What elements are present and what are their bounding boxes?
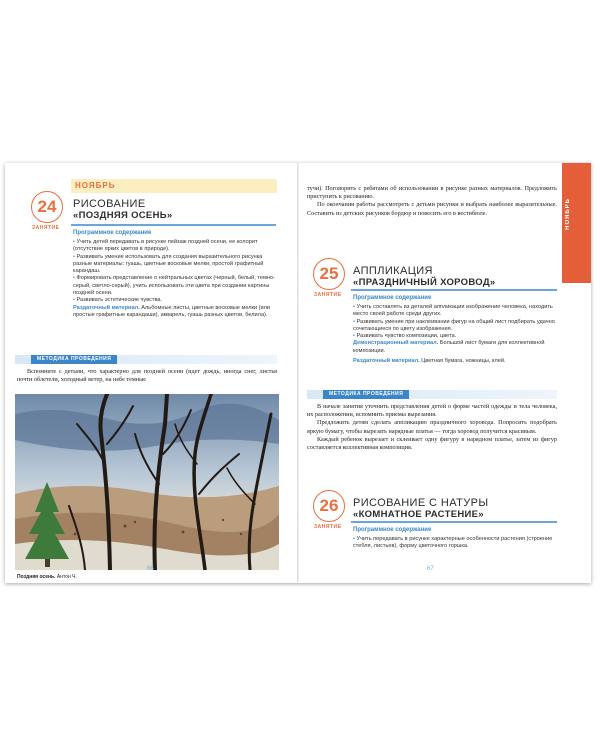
left-page <box>5 163 297 583</box>
lesson-number: 25 <box>313 258 345 290</box>
program-list <box>73 239 277 319</box>
demo-material-line: Демонстрационный материал. Большой лист бумаги для коллективной композиции. <box>353 340 545 354</box>
program-item: • Развивать эстетические чувства. <box>73 297 163 304</box>
page-number: 66 <box>147 566 154 572</box>
program-item: • Учить детей передавать в рисунке пейзаж поздней осени, ее колорит (отсутствие ярких цветов в природе). <box>73 239 258 253</box>
body-text: В начале занятия уточнить представления детей о форме частей одежды и тела человека, их расположении, вспомнить приемы вырезания. Предложить детям сделать аппликацию праздничного хоровода. Попросить подобрать яркую бумагу, чтобы вырезать нарядные платья — тогда хоровод получится красивым. Каждый ребенок вырезает и склеивает одну фигуру в нарядном платье, затем из фигур составляется коллективная композиция. <box>307 403 557 452</box>
lesson-title <box>73 198 172 221</box>
intro-text: тучи). Поговорить с ребятами об использовании в рисунке разных материалов. Предложить приступить к рисованию. По окончании работы рассмотреть с детьми рисунки и выбрать наиболее выразительные. Составить из детских рисунков бордюр и повесить его в вестибюле. <box>307 185 557 217</box>
painting-late-autumn <box>15 394 279 570</box>
lesson-label: ЗАНЯТИЕ <box>314 292 342 298</box>
body-text: Вспомните с детьми, что характерно для поздней осени (идет дождь, иногда снег, листья почти облетели, холодный ветер, на небе темные <box>17 368 277 384</box>
program-heading: Программное содержание <box>73 230 152 236</box>
program-item: • Учить составлять из деталей аппликации изображение человека, находить место своей работе среди других. <box>353 304 553 318</box>
program-item: • Развивать чувство композиции, цвета. <box>353 333 457 340</box>
material-line: Раздаточный материал. Альбомные листы, цветные восковые мелки (или простые графитные карандаши), акварель, гуашь разных цветов, белила). <box>73 304 271 318</box>
program-item: • Развивать умение при наклеивании фигур на общий лист подбирать удачно сочетающиеся по цвету изображения. <box>353 318 555 332</box>
program-heading: Программное содержание <box>353 295 432 301</box>
lesson-title-name: «КОМНАТНОЕ РАСТЕНИЕ» <box>353 509 484 520</box>
method-bar <box>307 390 557 399</box>
month-banner: НОЯБРЬ <box>71 179 277 193</box>
title-rule <box>351 289 557 291</box>
title-rule <box>351 521 557 523</box>
lesson-title <box>353 265 496 288</box>
lesson-number: 24 <box>31 191 63 223</box>
lesson-title-name: «ПОЗДНЯЯ ОСЕНЬ» <box>73 210 173 221</box>
month-side-tab-label: НОЯБРЬ <box>565 198 571 230</box>
lesson-label: ЗАНЯТИЕ <box>32 225 60 231</box>
program-list <box>353 304 557 365</box>
method-bar <box>15 355 277 364</box>
month-side-tab <box>562 163 591 283</box>
book-spread <box>5 163 591 583</box>
program-item: • Формировать представление о нейтральных цветах (черный, белый, темно-серый, светло-серый), учить использовать эти цвета при создании картины поздней осени. <box>73 275 275 297</box>
right-page <box>299 163 591 583</box>
method-label: МЕТОДИКА ПРОВЕДЕНИЯ <box>31 355 117 364</box>
caption-author: Антон Ч. <box>56 574 77 580</box>
painting-caption <box>17 574 77 580</box>
program-item: • Развивать умение использовать для создания выразительного рисунка разные материалы: гуашь, цветные восковые мелки, простой графитный карандаш. <box>73 253 264 275</box>
title-rule <box>71 224 276 226</box>
program-item: • Учить передавать в рисунке характерные особенности растения (строение стебля, листьев), форму цветочного горшка. <box>353 536 553 550</box>
method-label: МЕТОДИКА ПРОВЕДЕНИЯ <box>323 390 409 399</box>
page-number: 67 <box>427 566 434 572</box>
lesson-title-type: РИСОВАНИЕ <box>73 198 146 210</box>
lesson-title-type: РИСОВАНИЕ С НАТУРЫ <box>353 497 489 509</box>
hand-material-line: Раздаточный материал. Цветная бумага, ножницы, клей. <box>353 358 506 365</box>
program-list <box>353 536 557 551</box>
lesson-label: ЗАНЯТИЕ <box>314 524 342 530</box>
caption-title: Поздняя осень. <box>17 574 56 580</box>
program-heading: Программное содержание <box>353 527 432 533</box>
lesson-title <box>353 497 488 520</box>
lesson-title-name: «ПРАЗДНИЧНЫЙ ХОРОВОД» <box>353 277 496 288</box>
lesson-title-type: АППЛИКАЦИЯ <box>353 265 433 277</box>
lesson-number: 26 <box>313 490 345 522</box>
